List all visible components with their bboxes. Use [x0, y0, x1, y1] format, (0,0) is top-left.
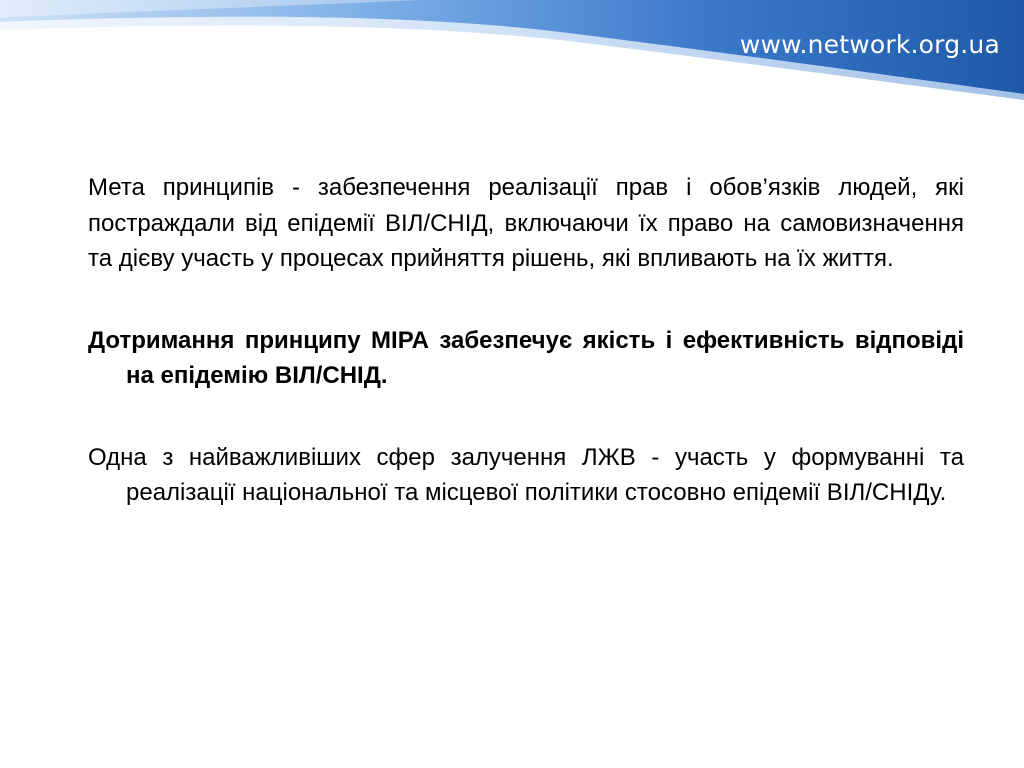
paragraph-plhiv-involvement: Одна з найважливіших сфер залучення ЛЖВ - участь у формуванні та реалізації національної та місцевої політики стосовно епідемії ВІЛ/СНІДу. [88, 443, 964, 506]
paragraph-purpose: Мета принципів - забезпечення реалізації прав і обов’язків людей, які постраждали від епідемії ВІЛ/СНІД, включаючи їх право на самовизначення та дієву участь у процесах прийняття рішень, які впливають на їх життя. [88, 174, 964, 272]
paragraph-mipa-principle: Дотримання принципу МІРА забезпечує якість і ефективність відповіді на епідемію ВІЛ/СНІД. [88, 326, 964, 389]
slide-content [88, 170, 964, 511]
site-url: www.network.org.ua [739, 30, 1000, 59]
